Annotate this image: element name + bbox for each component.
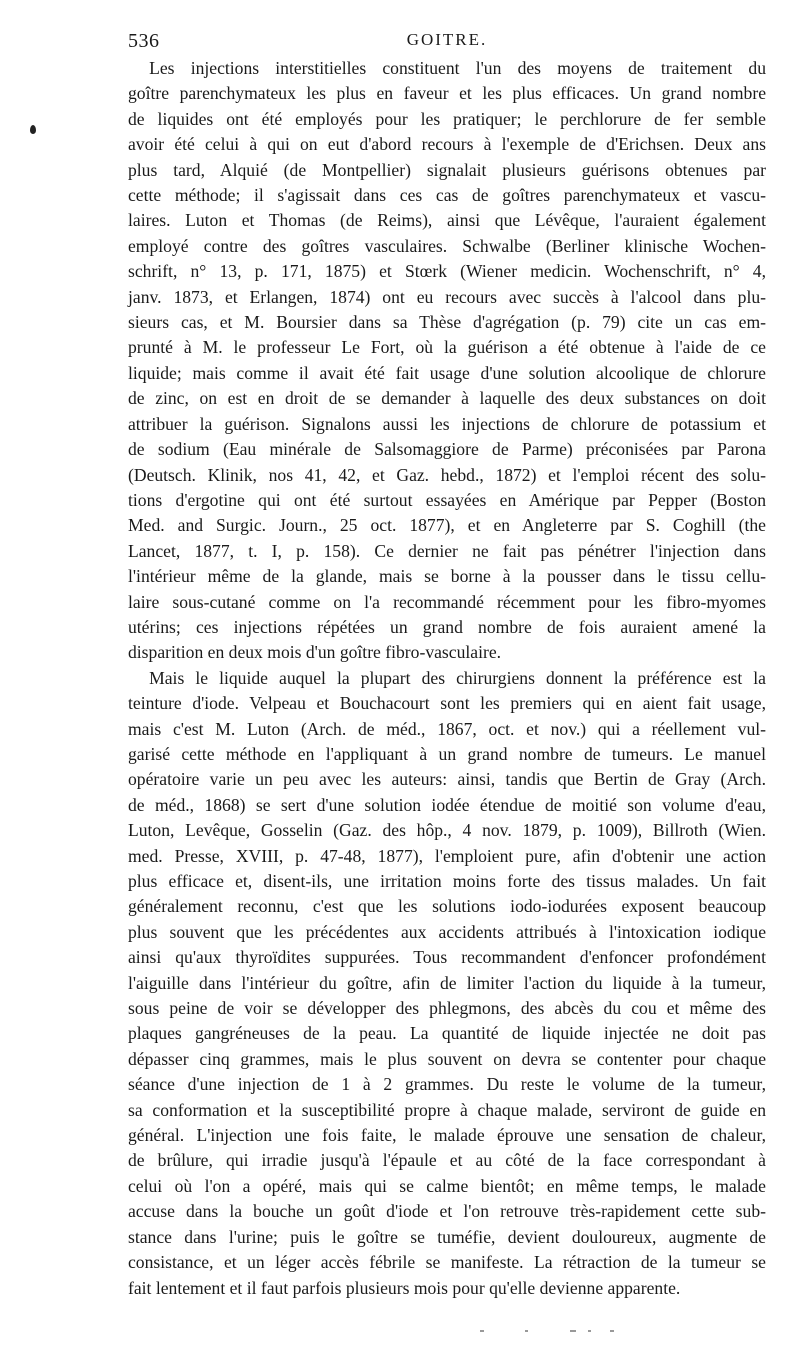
text-line: mais c'est M. Luton (Arch. de méd., 1867, oct. et nov.) qui a réellement vul-: [128, 718, 766, 739]
text-line: sa conformation et la susceptibilité propre à chaque malade, serviront de guide en: [128, 1099, 766, 1120]
body-text: [128, 56, 766, 1301]
paragraph: [128, 56, 766, 666]
text-line: teinture d'iode. Velpeau et Bouchacourt sont les premiers qui en aient fait usage,: [128, 693, 766, 714]
text-line: attribuer la guérison. Signalons aussi les injections de chlorure de potassium et: [128, 413, 766, 434]
page-header: [128, 30, 766, 56]
text-line: avoir été celui à qui on eut d'abord recours à l'exemple de d'Erichsen. Deux ans: [128, 134, 766, 155]
text-line: laires. Luton et Thomas (de Reims), ainsi que Lévêque, l'auraient également: [128, 210, 766, 231]
text-line: Mais le liquide auquel la plupart des chirurgiens donnent la préférence est la: [149, 667, 766, 688]
text-line: l'intérieur même de la glande, mais se borne à la pousser dans le tissu cellu-: [128, 566, 766, 587]
text-line: employé contre des goîtres vasculaires. Schwalbe (Berliner klinische Wochen-: [128, 235, 766, 256]
text-line: utérins; ces injections répétées un grand nombre de fois auraient amené la: [128, 616, 766, 637]
text-line: liquide; mais comme il avait été fait usage d'une solution alcoolique de chlorure: [128, 362, 766, 383]
text-line: Med. and Surgic. Journ., 25 oct. 1877), et en Angleterre par S. Coghill (the: [128, 515, 766, 536]
text-line: goître parenchymateux les plus en faveur et les plus efficaces. Un grand nombre: [128, 83, 766, 104]
text-line: (Deutsch. Klinik, nos 41, 42, et Gaz. hebd., 1872) et l'emploi récent des solu-: [128, 464, 766, 485]
text-line: séance d'une injection de 1 à 2 grammes. Du reste le volume de la tumeur,: [128, 1074, 766, 1095]
text-line: dépasser cinq grammes, mais le plus souvent on devra se contenter pour chaque: [128, 1048, 766, 1069]
text-line: opératoire varie un peu avec les auteurs: ainsi, tandis que Bertin de Gray (Arch.: [128, 769, 766, 790]
text-line: plus efficace et, disent-ils, une irritation moins forte des tissus malades. Un fait: [128, 871, 766, 891]
text-line: plus souvent que les précédentes aux accidents attribués à l'intoxication iodique: [128, 921, 766, 942]
text-line: fait lentement et il faut parfois plusieurs mois pour qu'elle devienne apparente.: [128, 1277, 681, 1298]
page-number: 536: [128, 30, 160, 52]
margin-ink-mark: [30, 125, 36, 134]
text-line: consistance, et un léger accès fébrile se manifeste. La rétraction de la tumeur se: [128, 1252, 766, 1273]
text-line: l'aiguille dans l'intérieur du goître, afin de limiter l'action du liquide à la tumeur,: [128, 972, 766, 993]
text-line: Les injections interstitielles constituent l'un des moyens de traitement du: [149, 58, 766, 78]
footer-smudge: [470, 1330, 650, 1338]
text-line: plaques gangréneuses de la peau. La quantité de liquide injectée ne doit pas: [128, 1023, 766, 1044]
text-line: de sodium (Eau minérale de Salsomaggiore de Parme) préconisées par Parona: [128, 439, 766, 460]
text-line: de méd., 1868) se sert d'une solution iodée étendue de moitié son volume d'eau,: [128, 794, 766, 815]
text-line: tions d'ergotine qui ont été surtout essayées en Amérique par Pepper (Boston: [128, 489, 766, 510]
text-line: med. Presse, XVIII, p. 47-48, 1877), l'emploient pure, afin d'obtenir une action: [128, 845, 766, 866]
text-line: sieurs cas, et M. Boursier dans sa Thèse d'agrégation (p. 79) cite un cas em-: [128, 312, 766, 333]
text-line: Lancet, 1877, t. I, p. 158). Ce dernier ne fait pas pénétrer l'injection dans: [128, 540, 766, 561]
text-line: général. L'injection une fois faite, le malade éprouve une sensation de chaleur,: [128, 1125, 766, 1146]
text-line: prunté à M. le professeur Le Fort, où la guérison a été obtenue à l'aide de ce: [128, 337, 766, 358]
text-line: celui où l'on a opéré, mais qui se calme bientôt; en même temps, le malade: [128, 1175, 766, 1196]
text-line: de liquides ont été employés pour les pratiquer; le perchlorure de fer semble: [128, 108, 766, 129]
text-line: généralement reconnu, c'est que les solutions iodo-iodurées exposent beaucoup: [128, 896, 766, 917]
paragraph: [128, 666, 766, 1301]
text-line: sous peine de voir se développer des phlegmons, des abcès du cou et même des: [128, 998, 766, 1019]
text-line: ainsi qu'aux thyroïdites suppurées. Tous recommandent d'enfoncer profondément: [128, 947, 766, 968]
text-line: cette méthode; il s'agissait dans ces cas de goîtres parenchymateux et vascu-: [128, 185, 766, 206]
text-line: janv. 1873, et Erlangen, 1874) ont eu recours avec succès à l'alcool dans plu-: [128, 286, 766, 307]
text-line: disparition en deux mois d'un goître fibro-vasculaire.: [128, 642, 502, 663]
text-line: accuse dans la bouche un goût d'iode et l'on retrouve très-rapidement cette sub-: [128, 1201, 766, 1222]
text-line: garisé cette méthode en l'appliquant à un grand nombre de tumeurs. Le manuel: [128, 743, 766, 764]
text-line: laire sous-cutané comme on l'a recommandé récemment pour les fibro-myomes: [128, 591, 766, 612]
text-line: Luton, Levêque, Gosselin (Gaz. des hôp., 4 nov. 1879, p. 1009), Billroth (Wien.: [128, 820, 766, 841]
text-line: schrift, n° 13, p. 171, 1875) et Stœrk (Wiener medicin. Wochenschrift, n° 4,: [128, 261, 766, 282]
running-title: GOITRE.: [406, 30, 488, 49]
text-line: de zinc, on est en droit de se demander à laquelle des deux substances on doit: [128, 388, 766, 409]
text-line: de brûlure, qui irradie jusqu'à l'épaule et au côté de la face correspondant à: [128, 1150, 766, 1171]
text-line: plus tard, Alquié (de Montpellier) signalait plusieurs guérisons obtenues par: [128, 159, 766, 180]
text-line: stance dans l'urine; puis le goître se tuméfie, devient douloureux, augmente de: [128, 1226, 766, 1247]
